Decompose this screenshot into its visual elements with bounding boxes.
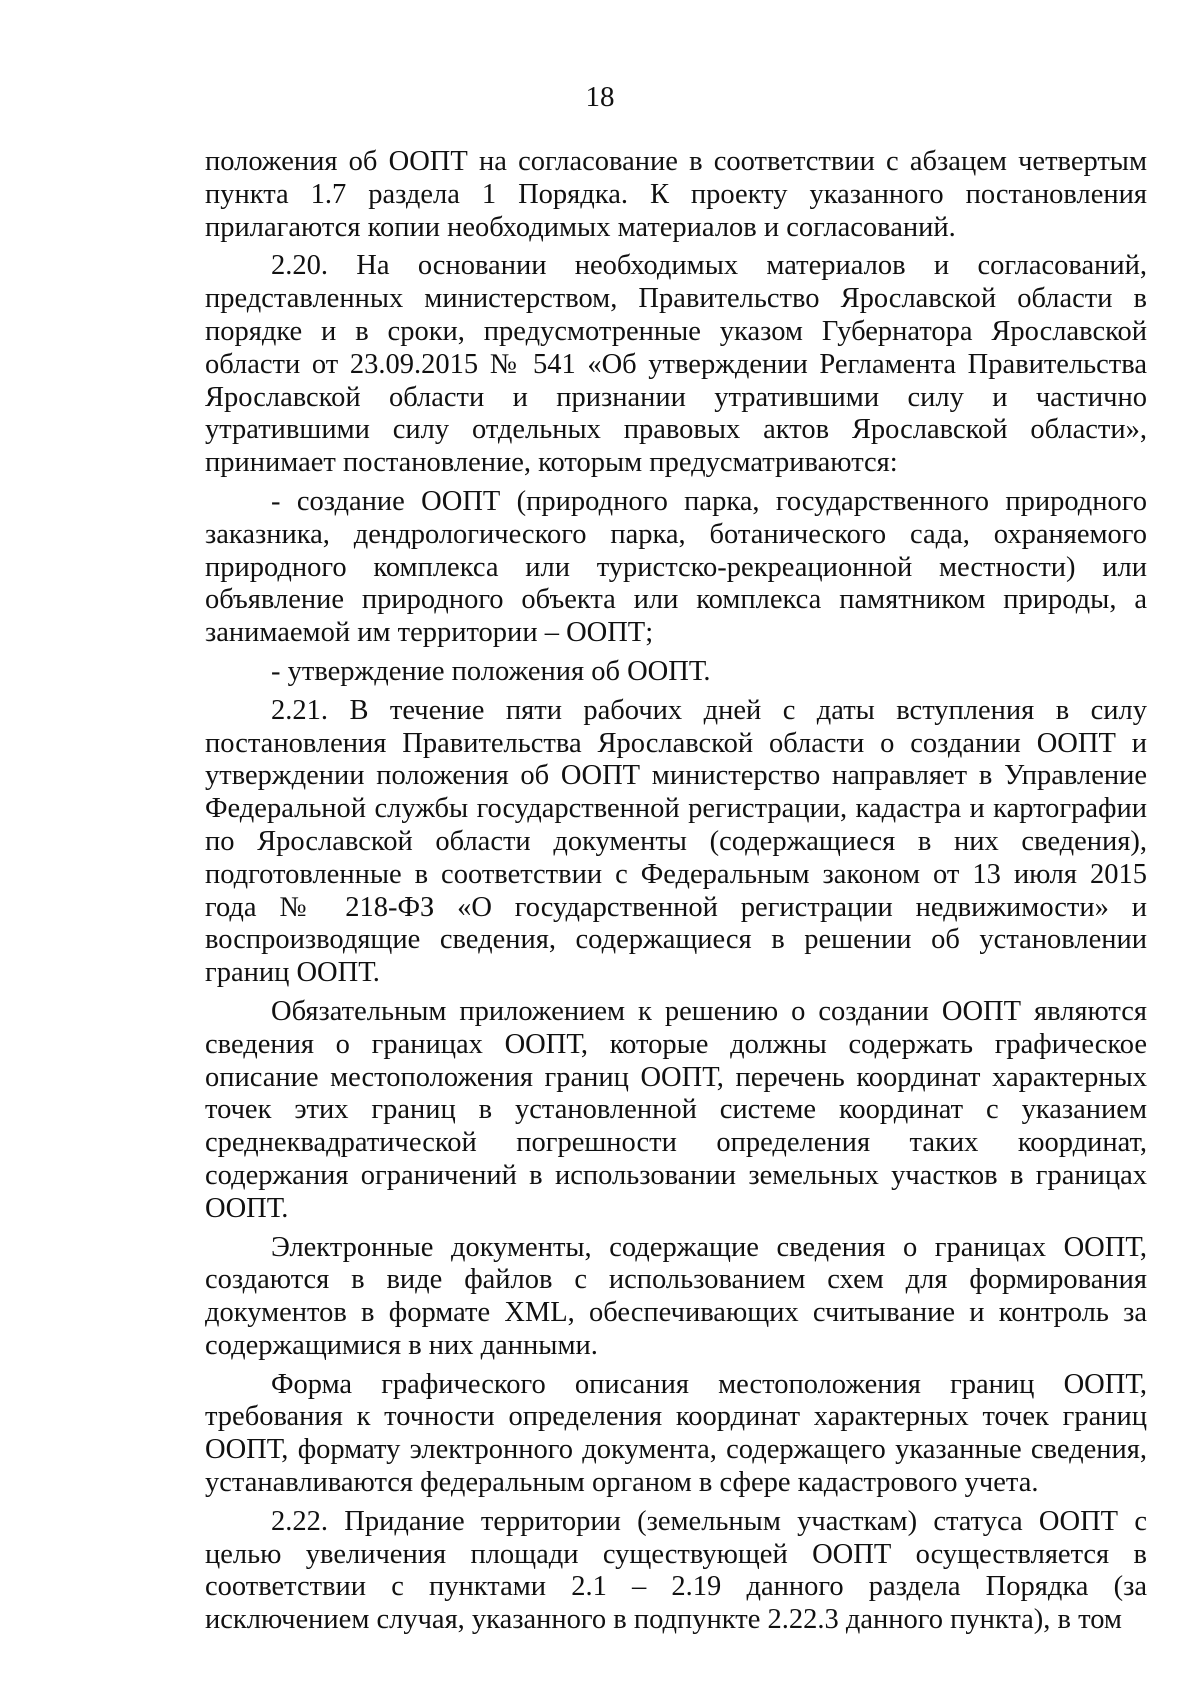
paragraph-continuation: положения об ООПТ на согласование в соответствии с абзацем четвертым пункта 1.7 раздела 1 Порядка. К проекту указанного постановления прилагаются копии необходимых материалов и согласований.	[205, 146, 1147, 243]
page-number: 18	[585, 81, 615, 113]
list-item-approve-regulation: - утверждение положения об ООПТ.	[271, 655, 711, 687]
paragraph-mandatory-appendix: Обязательным приложением к решению о создании ООПТ являются сведения о границах ООПТ, которые должны содержать графическое описание местоположения границ ООПТ, перечень координат характерных точек этих границ в установленной системе координат с указанием среднеквадратической погрешности определения таких координат, содержания ограничений в использовании земельных участков в границах ООПТ.	[205, 995, 1147, 1224]
list-item-create-oopt: - создание ООПТ (природного парка, государственного природного заказника, дендрологического парка, ботанического сада, охраняемого природного комплекса или туристско-рекреационной местности) или объявление природного объекта или комплекса памятником природы, а занимаемой им территории – ООПТ;	[205, 485, 1147, 649]
paragraph-2-20: 2.20. На основании необходимых материалов и согласований, представленных министерством, Правительство Ярославской области в порядке и в сроки, предусмотренные указом Губернатора Ярославской области от 23.09.2015 № 541 «Об утверждении Регламента Правительства Ярославской области и признании утратившими силу и частично утратившими силу отдельных правовых актов Ярославской области», принимает постановление, которым предусматриваются:	[205, 250, 1147, 479]
paragraph-graphic-form: Форма графического описания местоположения границ ООПТ, требования к точности определения координат характерных точек границ ООПТ, формату электронного документа, содержащего указанные сведения, устанавливаются федеральным органом в сфере кадастрового учета.	[205, 1368, 1147, 1499]
paragraph-2-21: 2.21. В течение пяти рабочих дней с даты вступления в силу постановления Правительства Ярославской области о создании ООПТ и утверждении положения об ООПТ министерство направляет в Управление Федеральной службы государственной регистрации, кадастра и картографии по Ярославской области документы (содержащиеся в них сведения), подготовленные в соответствии с Федеральным законом от 13 июля 2015 года № 218-ФЗ «О государственной регистрации недвижимости» и воспроизводящие сведения, содержащиеся в решении об установлении границ ООПТ.	[205, 694, 1147, 989]
document-body	[205, 146, 1147, 1637]
paragraph-2-22: 2.22. Придание территории (земельным участкам) статуса ООПТ с целью увеличения площади существующей ООПТ осуществляется в соответствии с пунктами 2.1 – 2.19 данного раздела Порядка (за исключением случая, указанного в подпункте 2.22.3 данного пункта), в том	[205, 1505, 1147, 1636]
paragraph-electronic-documents: Электронные документы, содержащие сведения о границах ООПТ, создаются в виде файлов с использованием схем для формирования документов в формате XML, обеспечивающих считывание и контроль за содержащимися в них данными.	[205, 1231, 1147, 1361]
